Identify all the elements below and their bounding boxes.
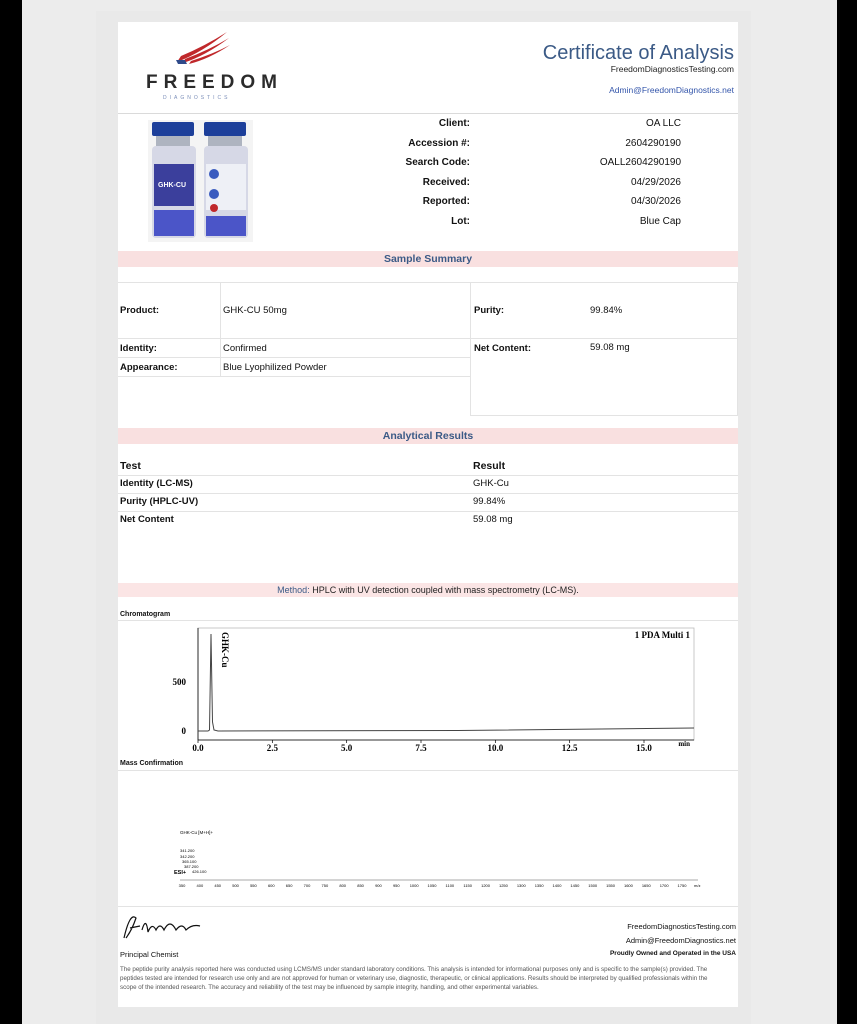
method-label: Method: (277, 585, 310, 595)
chromatogram-x-tick: 7.5 (415, 743, 427, 753)
mass-x-tick: 400 (196, 883, 204, 888)
mass-x-unit: m/z (694, 883, 701, 888)
mass-peak-label: 341.200 (180, 848, 195, 853)
mass-x-tick: 1150 (463, 883, 473, 888)
mass-x-tick: 950 (392, 883, 400, 888)
divider (470, 415, 738, 416)
mass-x-tick: 1600 (623, 883, 633, 888)
divider (220, 282, 221, 377)
signature-image (120, 908, 202, 944)
disclaimer: The peptide purity analysis reported here was conducted using LCMS/MS under standard laboratory conditions. This analysis is intended for informational purposes only and is specific to the sample(s) provided. The peptides tested are intended for research use only and are not approved for human or veterinary use, diagnostic, therapeutic, or clinical applications. Results should be interpreted by qualified professionals within the scope of the intended research. The accuracy and reliability of the test may be influenced by sample integrity, handling, and other experimental variables. (120, 966, 708, 991)
purity-value: 99.84% (590, 305, 623, 316)
divider (118, 770, 738, 771)
test-result: 99.84% (473, 496, 506, 507)
net-content-label: Net Content: (474, 343, 531, 354)
table-row-divider (118, 475, 738, 476)
client-row-value: Blue Cap (639, 215, 681, 227)
chromatogram-plot-area (198, 628, 694, 740)
client-row-label: Lot: (451, 215, 470, 227)
header-divider (118, 113, 738, 114)
mass-x-tick: 550 (250, 883, 257, 888)
sample-summary-band: Sample Summary (118, 251, 738, 267)
divider (737, 282, 738, 416)
mass-peak-label: 426.100 (192, 869, 207, 874)
chromatogram-x-tick: 12.5 (561, 743, 578, 753)
mass-x-tick: 1050 (427, 883, 437, 888)
chromatogram-legend: 1 PDA Multi 1 (634, 630, 690, 640)
mass-x-tick: 1550 (606, 883, 616, 888)
mass-x-tick: 650 (285, 883, 293, 888)
chromatogram-x-tick: 2.5 (266, 743, 278, 753)
chromatogram-x-tick: 10.0 (487, 743, 504, 753)
test-result: GHK-Cu (473, 478, 509, 489)
mass-x-tick: 1350 (534, 883, 544, 888)
test-name: Purity (HPLC-UV) (120, 496, 199, 507)
divider (470, 282, 471, 416)
client-row-value: 2604290190 (625, 137, 681, 149)
test-name: Net Content (120, 514, 174, 525)
divider (118, 357, 470, 358)
appearance-label: Appearance: (120, 362, 178, 373)
method-text: HPLC with UV detection coupled with mass spectrometry (LC-MS). (312, 585, 579, 595)
mass-x-tick: 1650 (641, 883, 651, 888)
mass-x-tick: 1200 (481, 883, 491, 888)
divider (118, 620, 738, 621)
mass-x-tick: 450 (214, 883, 222, 888)
client-row-value: OA LLC (645, 118, 681, 129)
identity-label: Identity: (120, 343, 157, 354)
flag-logo-icon (175, 30, 231, 66)
mass-ion-label: GHK-Cu [M+H]+ (180, 830, 214, 835)
appearance-value: Blue Lyophilized Powder (223, 362, 327, 373)
divider (118, 282, 738, 283)
client-row-label: Received: (422, 176, 470, 188)
footer-email: Admin@FreedomDiagnostics.net (625, 936, 736, 945)
product-label: Product: (120, 305, 160, 316)
client-row-label: Client: (438, 118, 470, 129)
peak-label: GHK-Cu (220, 632, 230, 668)
chromatogram-chart (158, 622, 703, 757)
mass-mode: ESI+ (174, 870, 187, 876)
signer-role: Principal Chemist (120, 950, 179, 959)
result-column-header: Result (473, 460, 506, 472)
chromatogram-trace (198, 634, 694, 731)
net-content-value: 59.08 mg (590, 342, 630, 353)
chromatogram-x-ticks (192, 740, 652, 753)
divider (470, 338, 738, 339)
mass-x-tick: 1300 (516, 883, 526, 888)
divider (118, 376, 470, 377)
chromatogram-x-tick: 0.0 (192, 743, 204, 753)
vials-image (148, 120, 253, 242)
analytical-results-band: Analytical Results (118, 428, 738, 444)
logo-wordmark: FREEDOM (146, 72, 283, 93)
mass-peak-label: 387.200 (184, 864, 199, 869)
client-row-label: Accession #: (408, 137, 470, 149)
mass-x-tick: 850 (357, 883, 364, 888)
mass-x-tick: 750 (321, 883, 329, 888)
test-column-header: Test (120, 460, 141, 472)
client-row-value: 04/29/2026 (630, 176, 681, 188)
test-result: 59.08 mg (473, 514, 513, 525)
chromatogram-heading: Chromatogram (120, 611, 171, 618)
mass-x-tick: 1400 (552, 883, 562, 888)
header-email: Admin@FreedomDiagnostics.net (609, 85, 734, 95)
vial-label: GHK-CU (158, 182, 186, 189)
mass-x-ticks (179, 883, 701, 888)
mass-x-tick: 1450 (570, 883, 580, 888)
client-row-label: Reported: (422, 196, 470, 207)
table-row-divider (118, 493, 738, 494)
mass-x-tick: 600 (267, 883, 275, 888)
mass-spectrum-chart (158, 822, 718, 894)
method-band (118, 583, 738, 597)
chromatogram-y-tick-0: 0 (181, 726, 186, 736)
mass-x-tick: 500 (232, 883, 239, 888)
mass-x-tick: 700 (303, 883, 311, 888)
mass-x-tick: 1500 (588, 883, 598, 888)
client-row-label: Search Code: (405, 157, 470, 168)
mass-x-tick: 1700 (659, 883, 669, 888)
mass-x-tick: 1100 (445, 883, 455, 888)
logo-subtitle: DIAGNOSTICS (163, 95, 231, 101)
chromatogram-y-tick-500: 500 (172, 677, 186, 687)
chromatogram-x-tick: 5.0 (341, 743, 353, 753)
mass-x-tick: 1000 (409, 883, 419, 888)
test-name: Identity (LC-MS) (120, 478, 193, 489)
client-row-value: 04/30/2026 (630, 196, 681, 207)
client-row-value: OALL2604290190 (599, 157, 681, 168)
mass-peak-label: 365.100 (182, 859, 197, 864)
mass-heading: Mass Confirmation (120, 760, 184, 767)
mass-x-tick: 1250 (498, 883, 508, 888)
divider (118, 906, 738, 907)
header-website: FreedomDiagnosticsTesting.com (610, 64, 734, 74)
chromatogram-x-tick: 15.0 (636, 743, 652, 753)
table-row-divider (118, 511, 738, 512)
certificate-page (118, 22, 738, 1007)
mass-x-tick: 1750 (677, 883, 687, 888)
divider (118, 338, 470, 339)
purity-label: Purity: (474, 305, 505, 316)
footer-website: FreedomDiagnosticsTesting.com (627, 922, 736, 931)
product-photo (148, 120, 253, 242)
mass-x-tick: 800 (339, 883, 347, 888)
product-value: GHK-CU 50mg (223, 305, 287, 316)
chromatogram-x-unit: min (678, 740, 690, 748)
footer-owned: Proudly Owned and Operated in the USA (609, 950, 736, 957)
mass-x-tick: 900 (375, 883, 382, 888)
identity-value: Confirmed (223, 343, 267, 354)
mass-peak-label: 342.200 (180, 854, 195, 859)
page-title: Certificate of Analysis (542, 42, 734, 64)
mass-x-tick: 350 (178, 883, 186, 888)
